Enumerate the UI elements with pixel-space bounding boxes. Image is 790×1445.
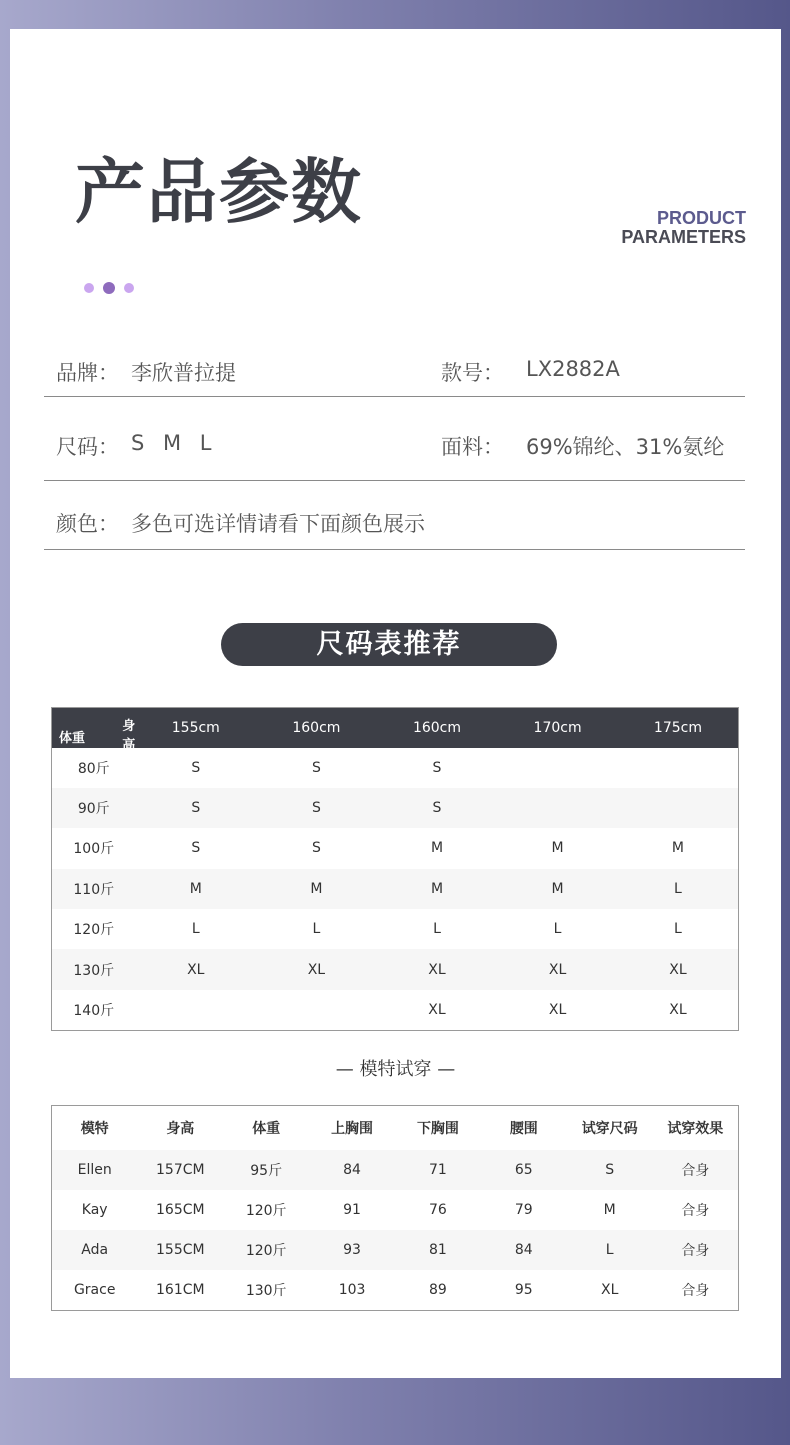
table-cell: 120斤 bbox=[245, 1202, 287, 1219]
table-cell: S bbox=[605, 1161, 615, 1178]
size-cell: S bbox=[191, 759, 201, 776]
table-cell: 130斤 bbox=[245, 1283, 287, 1300]
table-row bbox=[52, 909, 739, 949]
table-cell: 157CM bbox=[156, 1161, 205, 1178]
column-header: 上胸围 bbox=[331, 1120, 374, 1137]
column-header: 试穿尺码 bbox=[581, 1120, 638, 1137]
subtitle-line-2: PARAMETERS bbox=[621, 227, 746, 247]
column-header: 腰围 bbox=[509, 1120, 538, 1137]
table-row bbox=[52, 748, 739, 788]
table-cell: Grace bbox=[73, 1282, 116, 1299]
fabric-label: 面料： bbox=[441, 435, 504, 459]
table-cell: 76 bbox=[429, 1201, 447, 1218]
table-cell: 91 bbox=[343, 1201, 361, 1218]
size-cell: XL bbox=[669, 961, 687, 978]
table-row bbox=[52, 869, 739, 909]
table-row bbox=[52, 949, 739, 989]
size-cell: M bbox=[310, 880, 323, 897]
size-cell: S bbox=[311, 840, 321, 857]
table-cell: 161CM bbox=[156, 1282, 205, 1299]
table-cell: XL bbox=[600, 1282, 619, 1299]
size-cell: M bbox=[189, 880, 202, 897]
size-cell: M bbox=[430, 880, 444, 897]
table-row bbox=[52, 1230, 739, 1270]
size-cell: S bbox=[191, 840, 201, 857]
table-cell: 84 bbox=[514, 1242, 533, 1259]
size-cell: L bbox=[433, 921, 441, 938]
weight-cell: 120斤 bbox=[73, 922, 115, 939]
style-value: LX2882A bbox=[526, 357, 620, 381]
size-cell: XL bbox=[187, 961, 205, 978]
column-header: 170cm bbox=[533, 719, 582, 736]
table-cell: 95斤 bbox=[250, 1162, 283, 1179]
size-cell: XL bbox=[669, 1001, 687, 1018]
table-cell: 71 bbox=[429, 1161, 447, 1178]
size-cell: XL bbox=[428, 961, 446, 978]
product-card bbox=[10, 29, 781, 1378]
weight-cell: 90斤 bbox=[77, 801, 110, 818]
subtitle-line-1: PRODUCT bbox=[657, 208, 746, 228]
weight-cell: 140斤 bbox=[73, 1002, 115, 1019]
size-cell: M bbox=[551, 880, 564, 897]
table-cell: 120斤 bbox=[245, 1243, 287, 1260]
size-cell: XL bbox=[548, 961, 567, 978]
table-row bbox=[52, 788, 739, 828]
model-fit-header bbox=[52, 1106, 739, 1150]
size-cell bbox=[497, 788, 618, 828]
size-cell bbox=[136, 990, 257, 1030]
brand-label: 品牌： bbox=[56, 361, 119, 385]
size-chart-heading: 尺码表推荐 bbox=[221, 623, 557, 666]
size-cell bbox=[618, 788, 739, 828]
dot-icon bbox=[124, 283, 134, 293]
size-cell: XL bbox=[428, 1001, 446, 1018]
size-cell: L bbox=[553, 921, 562, 938]
dot-icon bbox=[84, 283, 94, 293]
spec-row bbox=[44, 481, 745, 550]
size-cell: L bbox=[674, 921, 682, 938]
spec-row bbox=[44, 339, 745, 397]
size-cell: S bbox=[432, 759, 442, 776]
size-cell: L bbox=[191, 921, 200, 938]
table-row bbox=[52, 828, 739, 868]
table-cell: 165CM bbox=[156, 1201, 205, 1218]
corner-weight-label: 体重 bbox=[59, 731, 86, 746]
table-cell: L bbox=[605, 1242, 614, 1259]
column-header: 体重 bbox=[252, 1120, 281, 1137]
size-chart-table bbox=[51, 707, 739, 1031]
page-title: 产品参数 bbox=[75, 151, 363, 233]
table-cell: 84 bbox=[343, 1161, 361, 1178]
table-row bbox=[52, 1270, 739, 1310]
spec-row bbox=[44, 397, 745, 481]
weight-cell: 80斤 bbox=[77, 760, 110, 777]
size-cell bbox=[256, 990, 377, 1030]
column-header: 模特 bbox=[80, 1120, 109, 1137]
column-header: 下胸围 bbox=[416, 1120, 459, 1137]
table-cell: Ellen bbox=[77, 1161, 112, 1178]
column-header: 175cm bbox=[653, 719, 702, 736]
weight-cell: 100斤 bbox=[73, 841, 115, 858]
decorative-dots bbox=[84, 282, 134, 294]
table-row bbox=[52, 1150, 739, 1190]
table-cell: 合身 bbox=[681, 1162, 710, 1179]
weight-cell: 130斤 bbox=[73, 962, 115, 979]
size-cell: XL bbox=[307, 961, 326, 978]
style-label: 款号： bbox=[441, 361, 504, 385]
size-cell: M bbox=[551, 840, 564, 857]
table-cell: 合身 bbox=[681, 1243, 710, 1260]
table-cell: 103 bbox=[338, 1282, 366, 1299]
column-header: 160cm bbox=[292, 719, 341, 736]
size-label: 尺码： bbox=[56, 435, 119, 459]
column-header: 试穿效果 bbox=[667, 1120, 724, 1137]
color-value: 多色可选详情请看下面颜色展示 bbox=[131, 512, 425, 536]
table-cell: 93 bbox=[343, 1242, 361, 1259]
size-cell: M bbox=[430, 840, 444, 857]
table-cell: 89 bbox=[429, 1282, 447, 1299]
size-cell: XL bbox=[548, 1001, 567, 1018]
page-subtitle bbox=[621, 209, 746, 247]
model-fit-heading: — 模特试穿 — bbox=[335, 1059, 456, 1080]
color-label: 颜色： bbox=[56, 512, 119, 536]
column-header: 155cm bbox=[171, 719, 220, 736]
size-cell: S bbox=[432, 800, 442, 817]
weight-cell: 110斤 bbox=[73, 881, 115, 898]
fabric-value: 69%锦纶、31%氨纶 bbox=[526, 435, 725, 459]
column-header: 身高 bbox=[166, 1120, 195, 1137]
table-cell: 合身 bbox=[681, 1283, 710, 1300]
size-cell: S bbox=[311, 800, 321, 817]
size-cell: L bbox=[674, 880, 682, 897]
table-cell: Ada bbox=[81, 1242, 109, 1259]
size-cell: L bbox=[312, 921, 321, 938]
table-cell: 81 bbox=[429, 1242, 447, 1259]
table-cell: M bbox=[603, 1201, 616, 1218]
dot-icon bbox=[103, 282, 115, 294]
column-header: 160cm bbox=[412, 719, 462, 736]
size-value: S M L bbox=[131, 431, 218, 455]
spec-list bbox=[44, 339, 745, 550]
size-cell: S bbox=[311, 759, 321, 776]
table-cell: Kay bbox=[81, 1201, 108, 1218]
size-cell bbox=[497, 748, 618, 788]
size-chart-header bbox=[52, 708, 739, 748]
table-cell: 65 bbox=[514, 1161, 533, 1178]
table-cell: 79 bbox=[514, 1201, 533, 1218]
size-chart-corner bbox=[52, 708, 136, 753]
size-cell: M bbox=[671, 840, 684, 857]
brand-value: 李欣普拉提 bbox=[131, 361, 236, 385]
table-cell: 155CM bbox=[156, 1242, 205, 1259]
size-cell: S bbox=[191, 800, 201, 817]
size-cell bbox=[618, 748, 739, 788]
table-cell: 合身 bbox=[681, 1202, 710, 1219]
model-fit-table bbox=[51, 1105, 739, 1311]
table-cell: 95 bbox=[514, 1282, 533, 1299]
table-row bbox=[52, 1190, 739, 1230]
table-row bbox=[52, 990, 739, 1030]
corner-height-label: 身高 bbox=[122, 719, 136, 753]
